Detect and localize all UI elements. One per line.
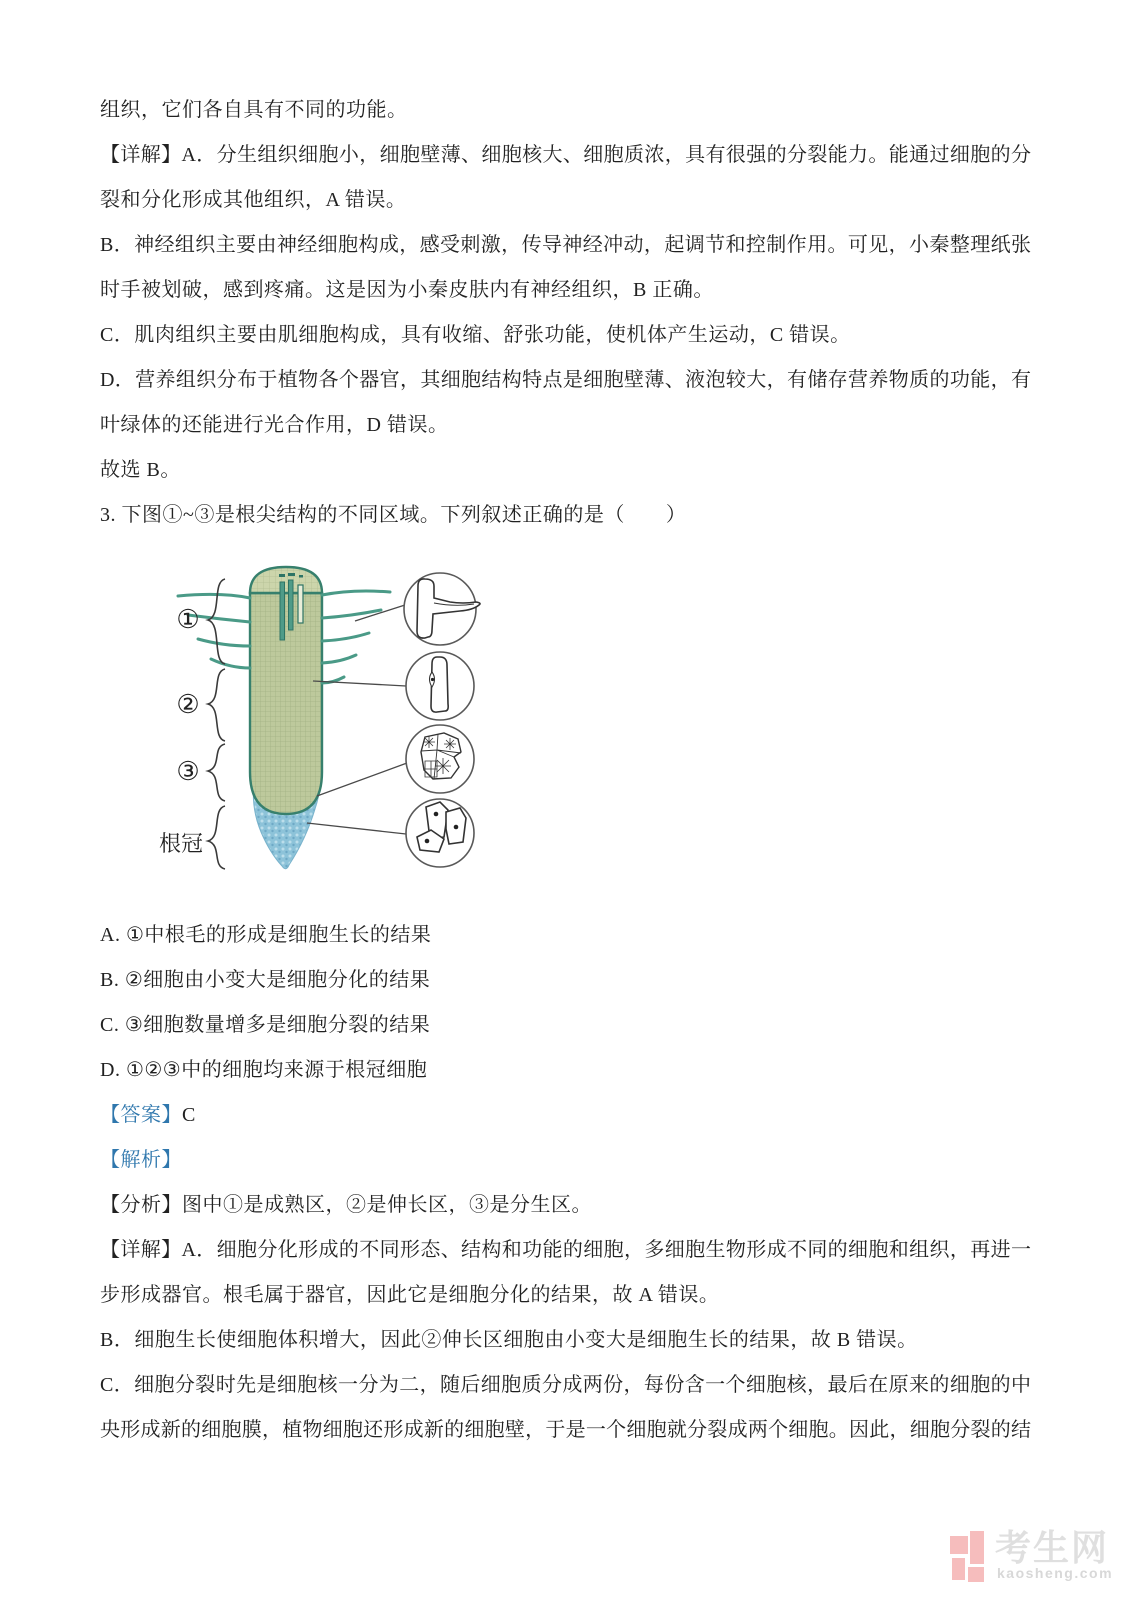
- zone1-bracket: [208, 579, 225, 664]
- option-d: D. ①②③中的细胞均来源于根冠细胞: [100, 1059, 428, 1081]
- kaosheng-logo: [950, 1536, 968, 1554]
- text-line: 步形成器官。根毛属于器官，因此它是细胞分化的结果，故 A 错误。: [100, 1284, 720, 1306]
- kaosheng-logo: [968, 1567, 984, 1582]
- dividing-cells-sketch: [421, 733, 461, 779]
- root-tip-svg: [155, 546, 575, 891]
- answer-line: [100, 1093, 1031, 1138]
- elongation-cell-sketch: [430, 657, 449, 712]
- text-line: B．神经组织主要由神经细胞构成，感受刺激，传导神经冲动，起调节和控制作用。可见，小秦整理纸张: [100, 234, 1031, 256]
- answer-value: C: [182, 1104, 196, 1126]
- analysis-label: 【解析】: [100, 1149, 182, 1171]
- root-cap-bracket: [208, 806, 225, 869]
- zone3-bracket: [208, 744, 225, 801]
- zone3-label: ③: [176, 757, 200, 786]
- text-line: C．细胞分裂时先是细胞核一分为二，随后细胞质分成两份，每份含一个细胞核，最后在原来的细胞的中: [100, 1374, 1031, 1396]
- analysis-header: [100, 1138, 1031, 1183]
- option-c: C. ③细胞数量增多是细胞分裂的结果: [100, 1014, 431, 1036]
- text-line: 时手被划破，感到疼痛。这是因为小秦皮肤内有神经组织，B 正确。: [100, 279, 714, 301]
- question-stem: 3. 下图①~③是根尖结构的不同区域。下列叙述正确的是（ ）: [100, 504, 687, 526]
- root-body: [250, 593, 322, 814]
- analysis-intro: 【分析】图中①是成熟区，②是伸长区，③是分生区。: [100, 1194, 592, 1216]
- watermark-site-url: kaosheng.com: [997, 1565, 1114, 1581]
- kaosheng-logo: [952, 1558, 965, 1580]
- root-cap-label: 根冠: [158, 831, 204, 856]
- root-dome: [250, 567, 322, 593]
- zone1-label: ①: [176, 605, 200, 634]
- text-line: 【详解】A．细胞分化形成的不同形态、结构和功能的细胞，多细胞生物形成不同的细胞和组织，再进一: [100, 1239, 1031, 1261]
- text-line: D．营养组织分布于植物各个器官，其细胞结构特点是细胞壁薄、液泡较大，有储存营养物质的功能，有: [100, 369, 1031, 391]
- root-tip-diagram: [155, 546, 575, 891]
- zone2-label: ②: [176, 690, 200, 719]
- text-line: 裂和分化形成其他组织，A 错误。: [100, 189, 407, 211]
- kaosheng-logo: [970, 1531, 984, 1564]
- answer-label: 【答案】: [100, 1104, 182, 1126]
- text-line: B．细胞生长使细胞体积增大，因此②伸长区细胞由小变大是细胞生长的结果，故 B 错误。: [100, 1329, 918, 1351]
- kaosheng-watermark: [948, 1528, 1123, 1588]
- text-line: 叶绿体的还能进行光合作用，D 错误。: [100, 414, 449, 436]
- option-a: A. ①中根毛的形成是细胞生长的结果: [100, 924, 432, 946]
- text-content: [100, 88, 1031, 1453]
- watermark-site-name: 考生网: [995, 1527, 1110, 1568]
- text-line: C．肌肉组织主要由肌细胞构成，具有收缩、舒张功能，使机体产生运动，C 错误。: [100, 324, 851, 346]
- conclusion-line: 故选 B。: [100, 459, 181, 481]
- text-line: 央形成新的细胞膜，植物细胞还形成新的细胞壁，于是一个细胞就分裂成两个细胞。因此，细胞分裂的结: [100, 1419, 1031, 1441]
- option-b: B. ②细胞由小变大是细胞分化的结果: [100, 969, 431, 991]
- text-line: 【详解】A．分生组织细胞小，细胞壁薄、细胞核大、细胞质浓，具有很强的分裂能力。能通过细胞的分: [100, 144, 1031, 166]
- zone2-bracket: [208, 669, 225, 741]
- text-line: 组织，它们各自具有不同的功能。: [100, 99, 408, 121]
